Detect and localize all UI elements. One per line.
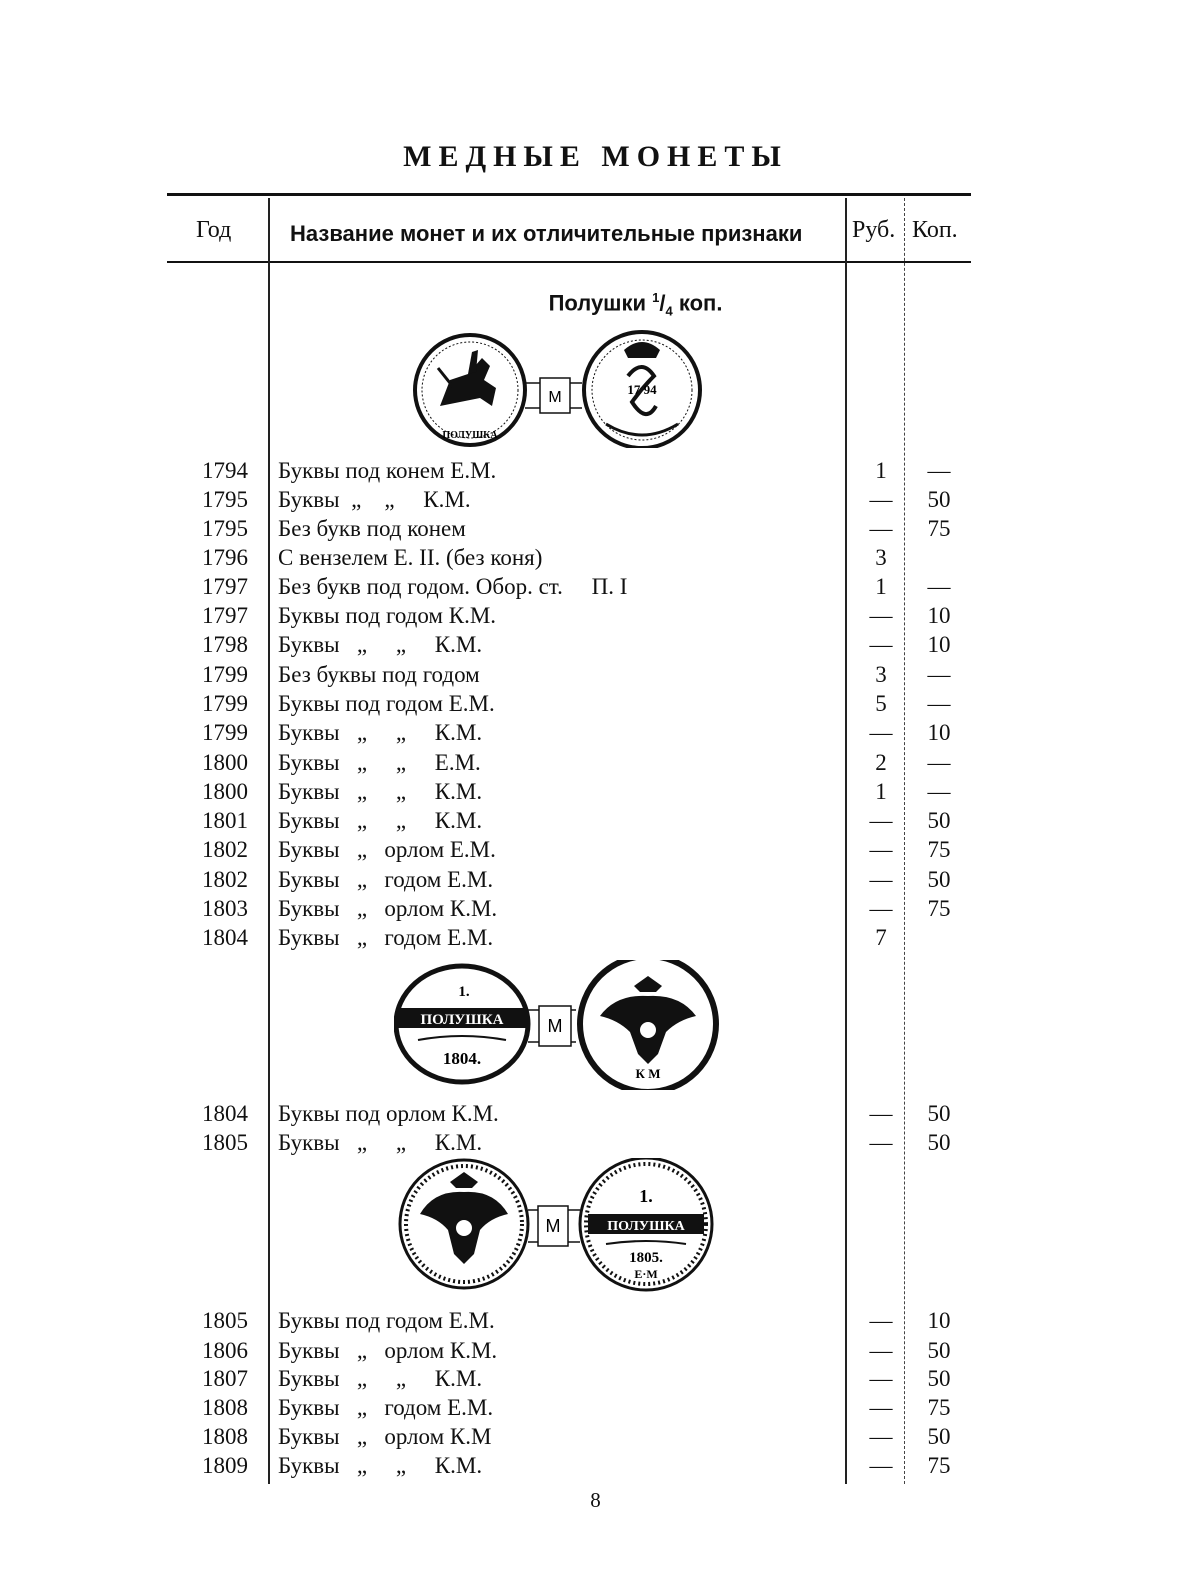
year-cell: 1795 (202, 487, 248, 512)
year-cell: 1799 (202, 720, 248, 745)
year-cell: 1801 (202, 808, 248, 833)
kop-cell: — (927, 779, 951, 804)
kop-cell: 75 (927, 837, 951, 862)
year-cell: 1799 (202, 691, 248, 716)
rub-cell: — (869, 1308, 893, 1333)
year-cell: 1798 (202, 632, 248, 657)
coin-mint-box (528, 1006, 576, 1046)
coin-obverse-horseman (415, 335, 525, 445)
rub-cell: — (869, 1130, 893, 1155)
kop-cell: 75 (927, 1395, 951, 1420)
table-row (0, 603, 1191, 632)
table-row (0, 458, 1191, 487)
section-fraction-numerator: 1 (652, 290, 660, 305)
header-rub: Руб. (852, 217, 896, 243)
table-row (0, 516, 1191, 545)
description-cell: Буквы под годом Е.М. (278, 1308, 495, 1333)
rub-cell: 3 (875, 662, 887, 687)
rub-cell: — (869, 603, 893, 628)
header-year: Год (196, 217, 232, 243)
description-cell: Буквы „ „ К.М. (278, 487, 471, 512)
svg-text:ПОЛУШКА: ПОЛУШКА (442, 430, 498, 441)
rub-cell: — (869, 487, 893, 512)
kop-cell: 50 (927, 487, 951, 512)
table-row (0, 662, 1191, 691)
coin-reverse-monogram (584, 332, 700, 448)
year-cell: 1797 (202, 574, 248, 599)
svg-text:1804.: 1804. (442, 1049, 482, 1068)
kop-cell: 50 (927, 1101, 951, 1126)
kop-cell: 50 (927, 1338, 951, 1363)
table-row (0, 720, 1191, 749)
description-cell: Без букв под конем (278, 516, 466, 541)
svg-text:К М: К М (635, 1066, 661, 1081)
description-cell: Буквы под годом Е.М. (278, 691, 495, 716)
svg-text:1805.: 1805. (629, 1250, 663, 1266)
table-row (0, 867, 1191, 896)
rub-cell: — (869, 1453, 893, 1478)
table-row (0, 545, 1191, 574)
year-cell: 1805 (202, 1308, 248, 1333)
table-row (0, 1453, 1191, 1482)
description-cell: Без букв под годом. Обор. ст. П. I (278, 574, 628, 599)
coin-reverse-denomination (580, 1158, 712, 1290)
rub-cell: — (869, 1424, 893, 1449)
table-row (0, 1130, 1191, 1159)
table-row (0, 632, 1191, 661)
table-row (0, 574, 1191, 603)
description-cell: Буквы „ „ К.М. (278, 632, 483, 657)
kop-cell: 50 (927, 1424, 951, 1449)
year-cell: 1799 (202, 662, 248, 687)
table-row (0, 1101, 1191, 1130)
section-title-tail: коп. (672, 290, 723, 316)
kop-cell: 50 (927, 1366, 951, 1391)
rub-cell: — (869, 837, 893, 862)
year-cell: 1800 (202, 779, 248, 804)
description-cell: Буквы „ „ К.М. (278, 808, 483, 833)
description-cell: Буквы „ орлом К.М. (278, 1338, 498, 1363)
description-cell: Буквы „ годом Е.М. (278, 925, 494, 950)
kop-cell: 10 (927, 1308, 951, 1333)
year-cell: 1795 (202, 516, 248, 541)
section-title-main: Полушки (548, 290, 653, 316)
rub-cell: 2 (875, 750, 887, 775)
year-cell: 1802 (202, 837, 248, 862)
rub-cell: — (869, 516, 893, 541)
year-cell: 1804 (202, 925, 248, 950)
table-row (0, 1338, 1191, 1367)
rub-cell: — (869, 1338, 893, 1363)
rub-cell: 7 (875, 925, 887, 950)
table-row (0, 779, 1191, 808)
rub-cell: — (869, 867, 893, 892)
kop-cell: — (927, 458, 951, 483)
description-cell: Без буквы под годом (278, 662, 480, 687)
coin-obverse-denomination (396, 966, 528, 1082)
description-cell: Буквы под конем Е.М. (278, 458, 497, 483)
coin-obverse-eagle (400, 1160, 528, 1288)
rub-cell: — (869, 1101, 893, 1126)
kop-cell: — (927, 574, 951, 599)
description-cell: Буквы под годом К.М. (278, 603, 497, 628)
description-cell: Буквы „ орлом К.М. (278, 896, 498, 921)
kop-cell: 50 (927, 1130, 951, 1155)
coin-illustration-1805 (392, 1158, 722, 1293)
section-title (0, 290, 1191, 319)
kop-cell: 50 (927, 808, 951, 833)
description-cell: Буквы „ „ К.М. (278, 720, 483, 745)
rub-cell: 1 (875, 458, 887, 483)
page-number: 8 (590, 1488, 601, 1512)
kop-cell: 75 (927, 1453, 951, 1478)
table-row (0, 1424, 1191, 1453)
section-fraction-slash: / (659, 290, 666, 316)
description-cell: Буквы „ „ К.М. (278, 1453, 483, 1478)
coin-reverse-eagle (580, 960, 716, 1090)
table-row (0, 896, 1191, 925)
coin-illustration-1794 (410, 328, 710, 448)
description-cell: Буквы „ „ К.М. (278, 1366, 483, 1391)
description-cell: Буквы „ годом Е.М. (278, 1395, 494, 1420)
rub-cell: — (869, 1395, 893, 1420)
description-cell: Буквы под орлом К.М. (278, 1101, 499, 1126)
description-cell: Буквы „ орлом К.М (278, 1424, 492, 1449)
rub-cell: — (869, 720, 893, 745)
svg-text:ПОЛУШКА: ПОЛУШКА (607, 1219, 685, 1234)
description-cell: Буквы „ орлом Е.М. (278, 837, 496, 862)
section-fraction-denominator: 4 (665, 303, 673, 319)
kop-cell: 10 (927, 632, 951, 657)
svg-text:1.: 1. (458, 984, 470, 1000)
year-cell: 1797 (202, 603, 248, 628)
year-cell: 1808 (202, 1395, 248, 1420)
table-row (0, 1395, 1191, 1424)
year-cell: 1794 (202, 458, 248, 483)
year-cell: 1804 (202, 1101, 248, 1126)
rub-cell: 3 (875, 545, 887, 570)
year-cell: 1803 (202, 896, 248, 921)
table-top-rule (167, 193, 971, 196)
rub-cell: — (869, 896, 893, 921)
page-title: МЕДНЫЕ МОНЕТЫ (403, 140, 788, 173)
kop-cell: 75 (927, 896, 951, 921)
coin-mint-box (528, 1206, 580, 1246)
year-cell: 1807 (202, 1366, 248, 1391)
kop-cell: — (927, 662, 951, 687)
year-cell: 1809 (202, 1453, 248, 1478)
table-row (0, 808, 1191, 837)
rub-cell: — (869, 632, 893, 657)
table-row (0, 925, 1191, 954)
table-row (0, 1308, 1191, 1337)
year-cell: 1800 (202, 750, 248, 775)
kop-cell: — (927, 750, 951, 775)
svg-text:ПОЛУШКА: ПОЛУШКА (420, 1012, 504, 1028)
svg-text:М: М (547, 1016, 563, 1036)
kop-cell: — (927, 691, 951, 716)
year-cell: 1802 (202, 867, 248, 892)
description-cell: С вензелем Е. II. (без коня) (278, 545, 543, 570)
coin-mint-box (525, 378, 582, 413)
table-row (0, 487, 1191, 516)
description-cell: Буквы „ „ К.М. (278, 779, 483, 804)
kop-cell: 10 (927, 603, 951, 628)
kop-cell: 75 (927, 516, 951, 541)
kop-cell: 10 (927, 720, 951, 745)
year-cell: 1805 (202, 1130, 248, 1155)
rub-cell: — (869, 808, 893, 833)
table-header-rule (167, 261, 971, 263)
table-row (0, 837, 1191, 866)
rub-cell: 1 (875, 574, 887, 599)
rub-cell: — (869, 1366, 893, 1391)
description-cell: Буквы „ „ Е.М. (278, 750, 481, 775)
kop-cell: 50 (927, 867, 951, 892)
rub-cell: 1 (875, 779, 887, 804)
rub-cell: 5 (875, 691, 887, 716)
year-cell: 1796 (202, 545, 248, 570)
coin-illustration-1804 (394, 960, 724, 1090)
year-cell: 1806 (202, 1338, 248, 1363)
table-row (0, 691, 1191, 720)
svg-text:Е·М: Е·М (634, 1267, 658, 1281)
table-row (0, 750, 1191, 779)
header-kop: Коп. (912, 217, 958, 243)
svg-text:М: М (548, 389, 562, 406)
header-name: Название монет и их отличительные признаки (290, 221, 803, 246)
table-row (0, 1366, 1191, 1395)
svg-text:1.: 1. (639, 1186, 653, 1206)
year-cell: 1808 (202, 1424, 248, 1449)
description-cell: Буквы „ „ К.М. (278, 1130, 483, 1155)
description-cell: Буквы „ годом Е.М. (278, 867, 494, 892)
svg-text:17 94: 17 94 (627, 382, 657, 397)
svg-text:М: М (545, 1216, 561, 1236)
